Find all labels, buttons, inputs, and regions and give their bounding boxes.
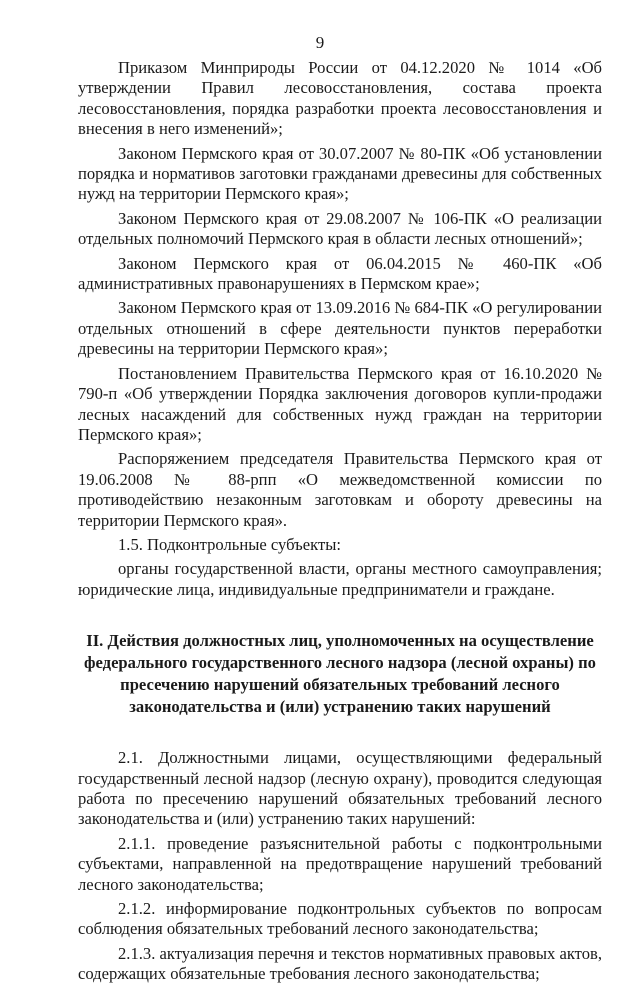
page-number: 9 [315,33,325,52]
paragraph: 2.1.1. проведение разъяснительной работы с подконтрольными субъектами, направленной на предотвращение нарушений требований лесного законодательства; [78,833,602,894]
section-heading: II. Действия должностных лиц, уполномоченных на осуществление федерального государственного лесного надзора (лесной охраны) по пресечению нарушений обязательных требований лесного законодательства и (или) устранению таких нарушений [84,631,596,717]
paragraph: органы государственной власти, органы местного самоуправления; юридические лица, индивидуальные предприниматели и граждане. [78,559,602,599]
paragraph: 2.1. Должностными лицами, осуществляющими федеральный государственный лесной надзор (лесную охрану), проводится следующая работа по пресечению нарушений обязательных требований лесного законодательства и (или) устранению таких нарушений: [78,748,602,829]
document-body [78,58,602,989]
paragraph: Распоряжением председателя Правительства Пермского края от 19.06.2008 № 88-рпп «О межведомственной комиссии по противодействию незаконным заготовкам и обороту древесины на территории Пермского края». [78,449,602,530]
paragraph: Законом Пермского края от 29.08.2007 № 106-ПК «О реализации отдельных полномочий Пермского края в области лесных отношений»; [78,208,602,249]
paragraph: Постановлением Правительства Пермского края от 16.10.2020 № 790-п «Об утверждении Порядка заключения договоров купли-продажи лесных насаждений для собственных нужд граждан на территории Пермского края»; [78,363,602,444]
paragraph: 1.5. Подконтрольные субъекты: [118,534,341,554]
paragraph: Законом Пермского края от 06.04.2015 № 460-ПК «Об административных правонарушениях в Пермском крае»; [78,253,602,294]
paragraph: Приказом Минприроды России от 04.12.2020 № 1014 «Об утверждении Правил лесовосстановления, состава проекта лесовосстановления, порядка разработки проекта лесовосстановления и внесения в него изменений»; [78,58,602,139]
paragraph: Законом Пермского края от 13.09.2016 № 684-ПК «О регулировании отдельных отношений в сфере деятельности пунктов переработки древесины на территории Пермского края»; [78,298,602,359]
paragraph: 2.1.2. информирование подконтрольных субъектов по вопросам соблюдения обязательных требований лесного законодательства; [78,899,602,939]
paragraph: Законом Пермского края от 30.07.2007 № 80-ПК «Об установлении порядка и нормативов заготовки гражданами древесины для собственных нужд на территории Пермского края»; [78,143,602,204]
paragraph: 2.1.3. актуализация перечня и текстов нормативных правовых актов, содержащих обязательные требования лесного законодательства; [78,943,602,984]
